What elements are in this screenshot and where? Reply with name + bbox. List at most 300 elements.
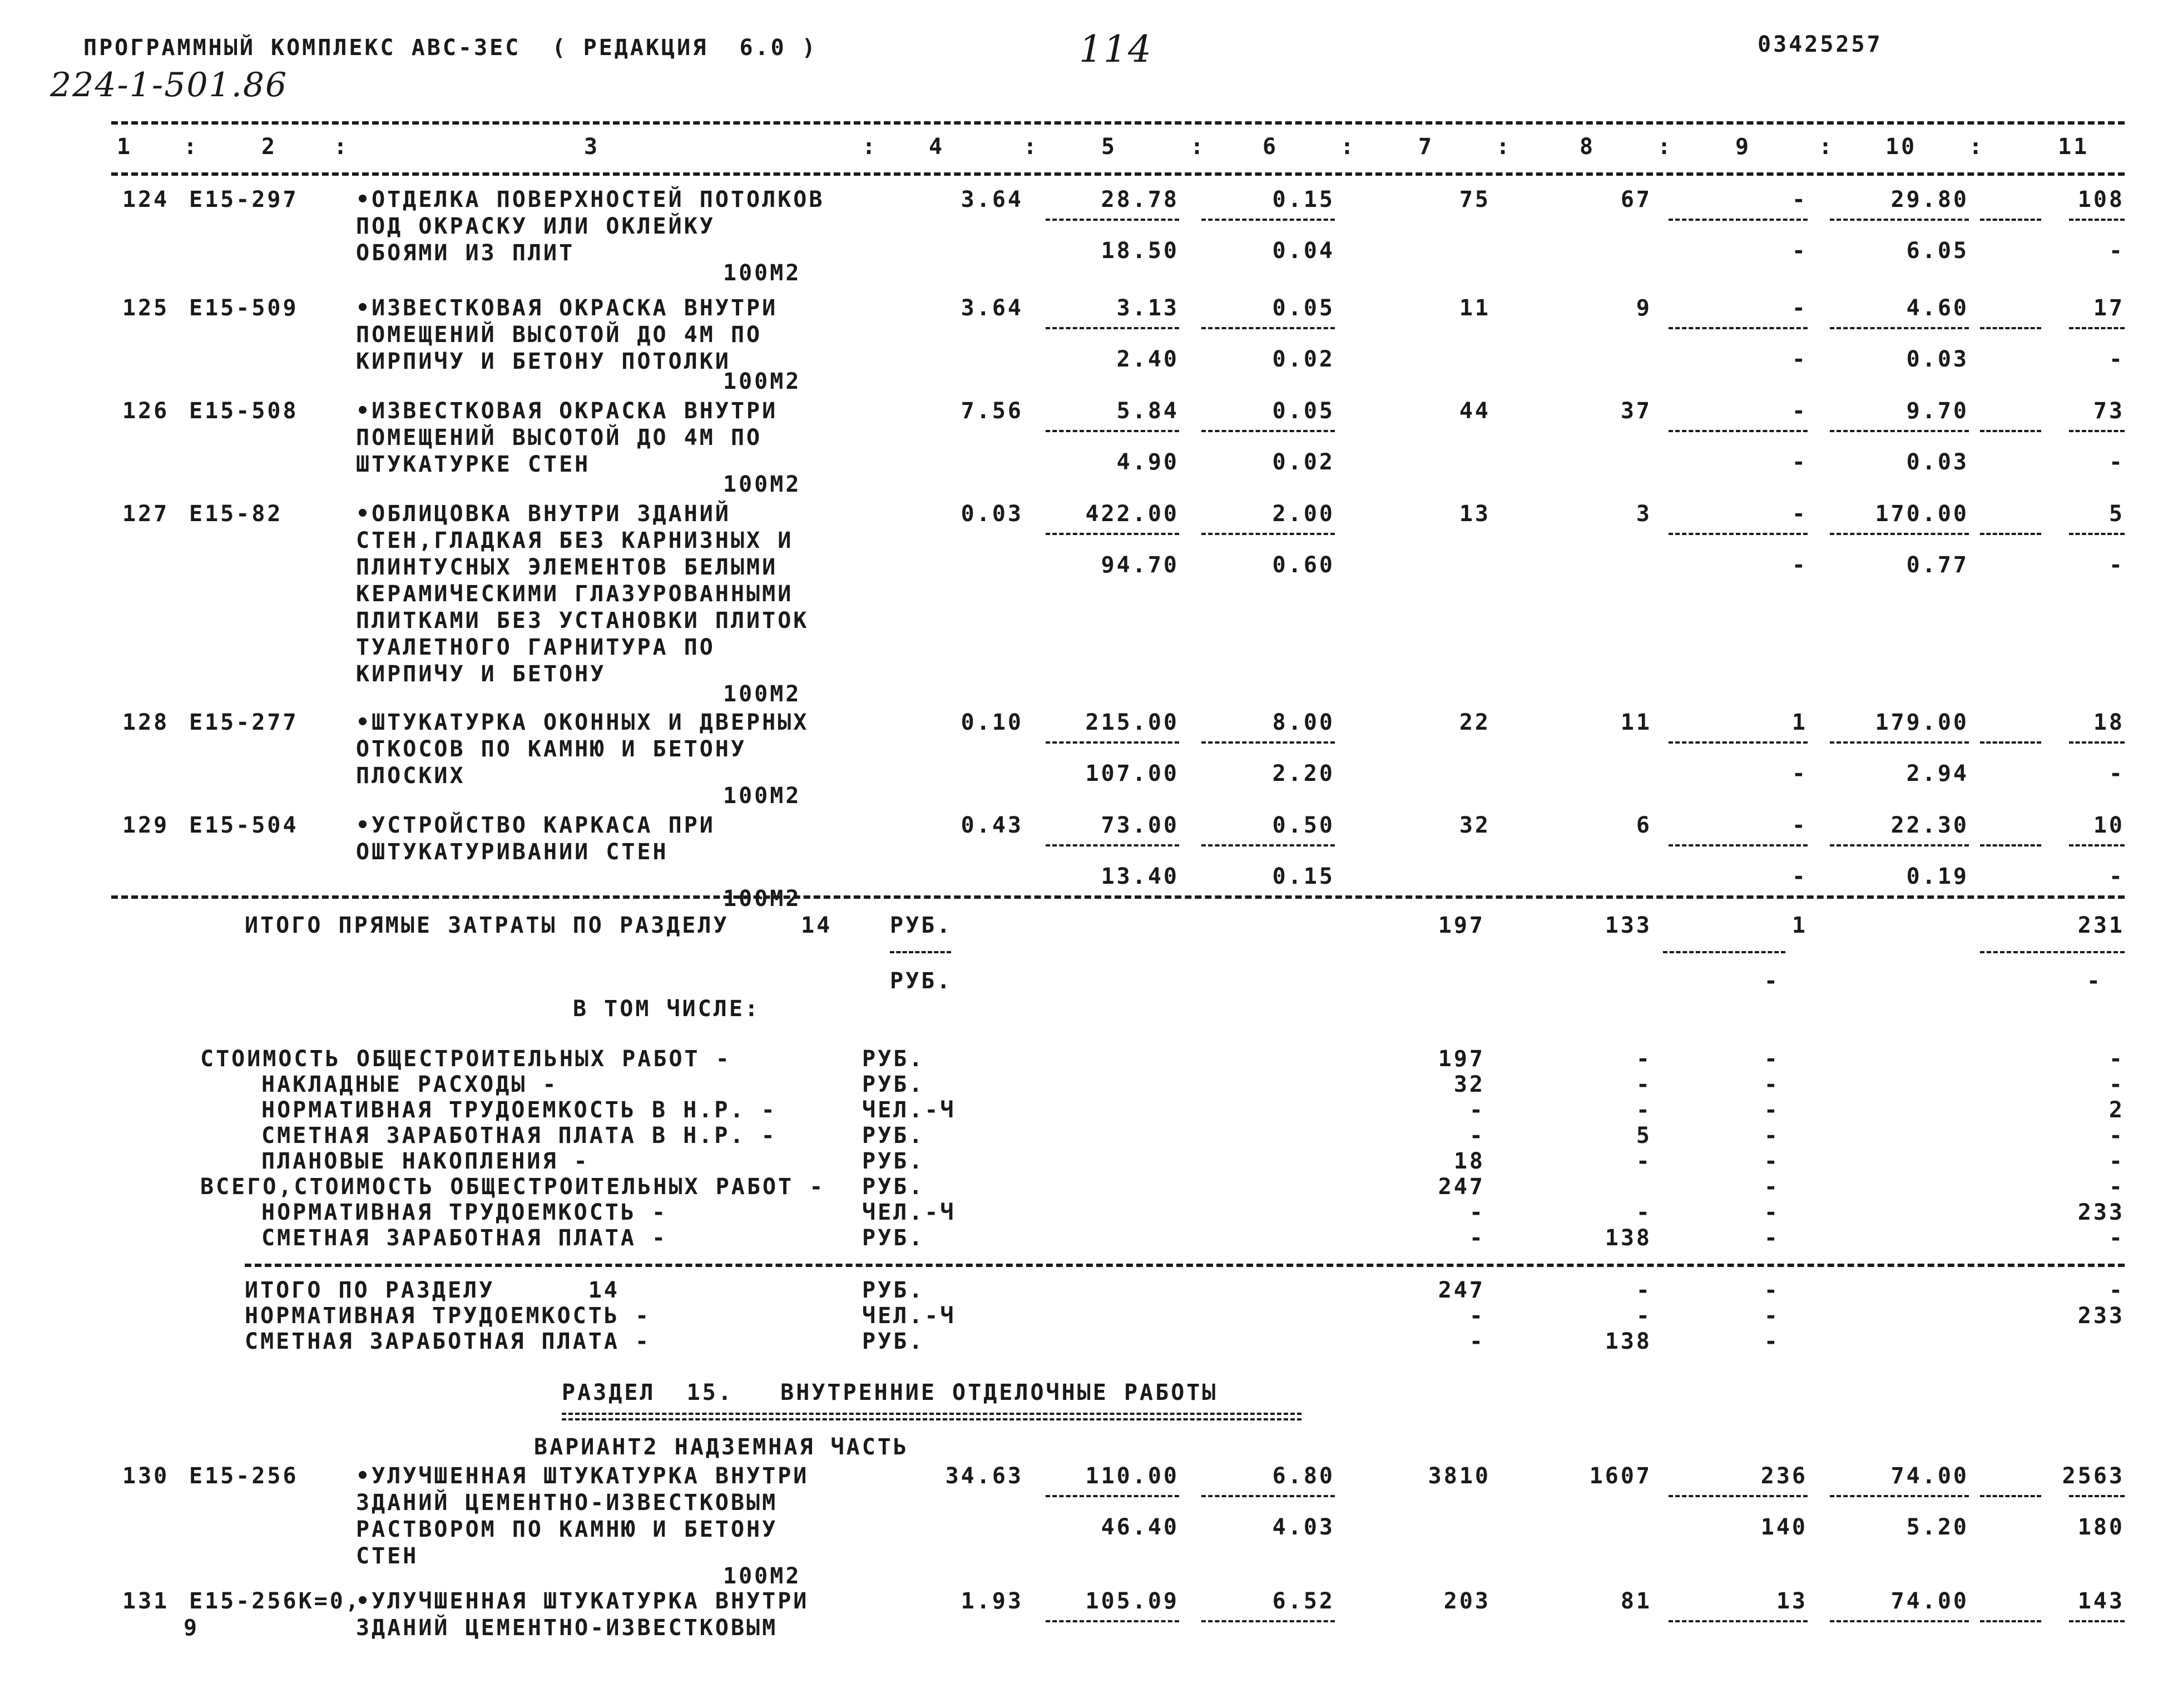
col11b-divider bbox=[2069, 327, 2125, 329]
labor-hours-mech: - bbox=[2108, 552, 2125, 578]
labor-hours: 5 bbox=[2108, 501, 2125, 527]
row-number: 125 bbox=[122, 295, 170, 321]
summary-col7: 32 bbox=[1453, 1072, 1485, 1097]
col11-divider bbox=[1980, 951, 2125, 953]
column-header-4: 4 bbox=[929, 134, 945, 160]
work-description-line: ОБОЯМИ ИЗ ПЛИТ bbox=[356, 240, 575, 266]
materials-wage: 6.05 bbox=[1906, 238, 1969, 264]
summary-unit: ЧЕЛ.-Ч bbox=[862, 1097, 956, 1123]
summary-col7: - bbox=[1469, 1123, 1485, 1148]
col6-divider bbox=[1201, 219, 1335, 221]
including-label: В ТОМ ЧИСЛЕ: bbox=[573, 996, 760, 1022]
col11a-divider bbox=[1980, 1620, 2041, 1622]
summary-col9: - bbox=[1764, 1097, 1780, 1123]
work-description-line: ОШТУКАТУРИВАНИИ СТЕН bbox=[356, 839, 669, 865]
work-description-line: •УСТРОЙСТВО КАРКАСА ПРИ bbox=[356, 813, 715, 838]
column-separator: : bbox=[1496, 134, 1512, 160]
summary-col8: 5 bbox=[1636, 1123, 1652, 1148]
labor-cost: 67 bbox=[1620, 187, 1652, 212]
labor-hours: 108 bbox=[2077, 187, 2125, 212]
measure-unit: 100М2 bbox=[723, 260, 801, 286]
quantity: 3.64 bbox=[961, 187, 1023, 212]
column-header-6: 6 bbox=[1263, 134, 1279, 160]
col11a-divider bbox=[1980, 844, 2041, 846]
summary-col9: - bbox=[1764, 1278, 1780, 1303]
column-header-10: 10 bbox=[1885, 134, 1917, 160]
summary-unit: РУБ. bbox=[862, 1046, 925, 1072]
col9-divider bbox=[1669, 327, 1808, 329]
direct-costs-col9: 1 bbox=[1791, 913, 1808, 938]
column-separator: : bbox=[1023, 134, 1040, 160]
unit-machine-wage: 2.20 bbox=[1272, 761, 1335, 786]
quantity: 7.56 bbox=[961, 398, 1023, 424]
summary-label: ИТОГО ПО РАЗДЕЛУ 14 bbox=[245, 1278, 620, 1303]
total-cost: 3810 bbox=[1428, 1463, 1491, 1489]
summary-col11: - bbox=[2108, 1046, 2125, 1072]
document-code: 03425257 bbox=[1758, 32, 1883, 57]
col5-divider bbox=[1046, 430, 1179, 432]
materials-wage: 0.03 bbox=[1906, 346, 1969, 372]
summary-col8: - bbox=[1636, 1303, 1652, 1329]
summary-col7: - bbox=[1469, 1097, 1485, 1123]
summary-label: ВСЕГО,СТОИМОСТЬ ОБЩЕСТРОИТЕЛЬНЫХ РАБОТ - bbox=[200, 1174, 825, 1200]
col9-divider bbox=[1669, 844, 1808, 846]
col5-divider bbox=[1046, 219, 1179, 221]
unit-wage: 46.40 bbox=[1101, 1514, 1179, 1540]
summary-col11: - bbox=[2108, 1278, 2125, 1303]
col9-divider bbox=[1669, 219, 1808, 221]
work-description-line: КИРПИЧУ И БЕТОНУ bbox=[356, 661, 606, 687]
summary-unit: РУБ. bbox=[862, 1148, 925, 1174]
col11a-divider bbox=[1980, 219, 2041, 221]
col5-divider bbox=[1046, 844, 1179, 846]
unit-wage: 4.90 bbox=[1116, 449, 1179, 475]
summary-col9: - bbox=[1764, 1148, 1780, 1174]
unit-machine-wage: 0.04 bbox=[1272, 238, 1335, 264]
summary-col8: 138 bbox=[1605, 1329, 1652, 1354]
direct-costs-col8: 133 bbox=[1605, 913, 1652, 938]
col6-divider bbox=[1201, 741, 1335, 744]
summary-col9: - bbox=[1764, 1046, 1780, 1072]
measure-unit: 100М2 bbox=[723, 1563, 801, 1589]
labor-hours: 10 bbox=[2093, 813, 2125, 838]
col10-divider bbox=[1830, 844, 1969, 846]
column-header-5: 5 bbox=[1101, 134, 1117, 160]
materials-value: 22.30 bbox=[1890, 813, 1969, 838]
col6-divider bbox=[1201, 327, 1335, 329]
summary-col11: 2 bbox=[2108, 1097, 2125, 1123]
summary-col7: 247 bbox=[1438, 1278, 1485, 1303]
summary-col8: - bbox=[1636, 1097, 1652, 1123]
unit-machine-wage: 0.02 bbox=[1272, 449, 1335, 475]
summary-col7: 247 bbox=[1438, 1174, 1485, 1200]
machine-wage: - bbox=[1791, 864, 1808, 889]
direct-costs-label: ИТОГО ПРЯМЫЕ ЗАТРАТЫ ПО РАЗДЕЛУ bbox=[245, 913, 729, 938]
summary-unit: ЧЕЛ.-Ч bbox=[862, 1303, 956, 1329]
column-header-2: 2 bbox=[261, 134, 278, 160]
column-header-9: 9 bbox=[1735, 134, 1751, 160]
work-description-line: КЕРАМИЧЕСКИМИ ГЛАЗУРОВАННЫМИ bbox=[356, 581, 794, 607]
unit-wage: 18.50 bbox=[1101, 238, 1179, 264]
page-number: 114 bbox=[1079, 28, 1152, 71]
col11a-divider bbox=[1980, 327, 2041, 329]
total-cost: 22 bbox=[1459, 710, 1491, 735]
work-description-line: СТЕН,ГЛАДКАЯ БЕЗ КАРНИЗНЫХ И bbox=[356, 528, 794, 553]
materials-wage: 0.03 bbox=[1906, 449, 1969, 475]
rate-code: Е15-509 bbox=[189, 295, 299, 321]
col11b-divider bbox=[2069, 1620, 2125, 1622]
machine-cost: 1 bbox=[1791, 710, 1808, 735]
col5-divider bbox=[1046, 741, 1179, 744]
unit-cost-machine: 0.15 bbox=[1272, 187, 1335, 212]
unit-wage: 2.40 bbox=[1116, 346, 1179, 372]
quantity: 0.03 bbox=[961, 501, 1023, 527]
work-description-line: ШТУКАТУРКЕ СТЕН bbox=[356, 452, 591, 477]
column-separator: : bbox=[1969, 134, 1985, 160]
machine-cost: 13 bbox=[1776, 1588, 1808, 1614]
col10-divider bbox=[1830, 1620, 1969, 1622]
unit-cost-machine: 0.05 bbox=[1272, 295, 1335, 321]
work-description-line: КИРПИЧУ И БЕТОНУ ПОТОЛКИ bbox=[356, 349, 731, 374]
labor-cost: 37 bbox=[1620, 398, 1652, 424]
unit-wage: 13.40 bbox=[1101, 864, 1179, 889]
summary-label: СМЕТНАЯ ЗАРАБОТНАЯ ПЛАТА - bbox=[261, 1225, 668, 1251]
unit-cost-total: 105.09 bbox=[1085, 1588, 1179, 1614]
work-description-line: •ИЗВЕСТКОВАЯ ОКРАСКА ВНУТРИ bbox=[356, 295, 778, 321]
col10-divider bbox=[1830, 533, 1969, 535]
col10-divider bbox=[1830, 327, 1969, 329]
column-header-8: 8 bbox=[1580, 134, 1596, 160]
summary-col11: - bbox=[2108, 1174, 2125, 1200]
col10-divider bbox=[1830, 1495, 1969, 1497]
labor-hours-mech: - bbox=[2108, 346, 2125, 372]
total-cost: 11 bbox=[1459, 295, 1491, 321]
section-15-title: РАЗДЕЛ 15. ВНУТРЕННИЕ ОТДЕЛОЧНЫЕ РАБОТЫ bbox=[562, 1380, 1218, 1405]
col5-divider bbox=[1046, 533, 1179, 535]
machine-wage: - bbox=[1791, 238, 1808, 264]
summary-col11: - bbox=[2108, 1123, 2125, 1148]
labor-cost: 11 bbox=[1620, 710, 1652, 735]
work-description-line: ПОМЕЩЕНИЙ ВЫСОТОЙ ДО 4М ПО bbox=[356, 425, 763, 450]
work-description-line: •ИЗВЕСТКОВАЯ ОКРАСКА ВНУТРИ bbox=[356, 398, 778, 424]
materials-wage: 0.19 bbox=[1906, 864, 1969, 889]
work-description-line: •ШТУКАТУРКА ОКОННЫХ И ДВЕРНЫХ bbox=[356, 710, 809, 735]
col11b-divider bbox=[2069, 741, 2125, 744]
work-description-line: ОТКОСОВ ПО КАМНЮ И БЕТОНУ bbox=[356, 736, 747, 762]
quantity: 0.10 bbox=[961, 710, 1023, 735]
summary-col9: - bbox=[1764, 1174, 1780, 1200]
rate-code: Е15-504 bbox=[189, 813, 299, 838]
column-separator: : bbox=[1657, 134, 1674, 160]
column-separator: : bbox=[1819, 134, 1835, 160]
column-separator: : bbox=[334, 134, 350, 160]
summary-col11: - bbox=[2108, 1072, 2125, 1097]
column-header-7: 7 bbox=[1418, 134, 1434, 160]
materials-wage: 5.20 bbox=[1906, 1514, 1969, 1540]
rate-code: Е15-256К=0, bbox=[189, 1588, 361, 1614]
handwritten-project-code: 224-1-501.86 bbox=[50, 66, 288, 105]
col9-divider bbox=[1669, 533, 1808, 535]
materials-wage: 2.94 bbox=[1906, 761, 1969, 786]
work-description-line: ПОД ОКРАСКУ ИЛИ ОКЛЕЙКУ bbox=[356, 214, 715, 239]
col5-divider bbox=[1046, 1495, 1179, 1497]
direct-costs-col11: 231 bbox=[2077, 913, 2125, 938]
labor-cost: 81 bbox=[1620, 1588, 1652, 1614]
unit-cost-machine: 6.80 bbox=[1272, 1463, 1335, 1489]
summary-col8: - bbox=[1636, 1072, 1652, 1097]
col11b-divider bbox=[2069, 219, 2125, 221]
machine-cost: - bbox=[1791, 295, 1808, 321]
quantity: 34.63 bbox=[945, 1463, 1023, 1489]
summary-col8: - bbox=[1636, 1278, 1652, 1303]
summary-col9: - bbox=[1764, 1303, 1780, 1329]
materials-value: 179.00 bbox=[1875, 710, 1969, 735]
unit-cost-machine: 8.00 bbox=[1272, 710, 1335, 735]
labor-hours: 2563 bbox=[2062, 1463, 2125, 1489]
col6-divider bbox=[1201, 533, 1335, 535]
summary-col11: - bbox=[2108, 1148, 2125, 1174]
measure-unit: 100М2 bbox=[723, 369, 801, 394]
rate-code: Е15-508 bbox=[189, 398, 299, 424]
col11b-divider bbox=[2069, 1495, 2125, 1497]
summary-col9: - bbox=[1764, 1072, 1780, 1097]
section-title-underline bbox=[562, 1413, 1301, 1420]
column-separator: : bbox=[184, 134, 200, 160]
row-number: 128 bbox=[122, 710, 170, 735]
col9-divider bbox=[1669, 741, 1808, 744]
col11b-divider bbox=[2069, 430, 2125, 432]
unit-cost-machine: 2.00 bbox=[1272, 501, 1335, 527]
col5-divider bbox=[1046, 1620, 1179, 1622]
col6-divider bbox=[1201, 430, 1335, 432]
work-description-line: •УЛУЧШЕННАЯ ШТУКАТУРКА ВНУТРИ bbox=[356, 1588, 809, 1614]
summary-label: НОРМАТИВНАЯ ТРУДОЕМКОСТЬ В Н.Р. - bbox=[261, 1097, 777, 1123]
total-cost: 203 bbox=[1443, 1588, 1491, 1614]
column-header-3: 3 bbox=[584, 134, 600, 160]
summary-unit: РУБ. bbox=[862, 1072, 925, 1097]
machine-cost: 236 bbox=[1760, 1463, 1808, 1489]
rate-code: Е15-82 bbox=[189, 501, 283, 527]
total-cost: 75 bbox=[1459, 187, 1491, 212]
labor-cost: 1607 bbox=[1589, 1463, 1652, 1489]
labor-hours-mech: - bbox=[2108, 761, 2125, 786]
direct-costs-unit-2: РУБ. bbox=[890, 968, 953, 994]
direct-costs-unit: РУБ. bbox=[890, 913, 953, 938]
summary-label: НАКЛАДНЫЕ РАСХОДЫ - bbox=[261, 1072, 558, 1097]
header-bottom-rule bbox=[111, 172, 2125, 176]
summary-col9: - bbox=[1764, 1225, 1780, 1251]
col6-divider bbox=[1201, 1495, 1335, 1497]
labor-hours-mech: - bbox=[2108, 238, 2125, 264]
summary-col8: 138 bbox=[1605, 1225, 1652, 1251]
work-description-line: ПЛИНТУСНЫХ ЭЛЕМЕНТОВ БЕЛЫМИ bbox=[356, 555, 778, 580]
header-top-rule bbox=[111, 121, 2125, 125]
direct-costs-section: 14 bbox=[801, 913, 833, 938]
machine-wage: 140 bbox=[1760, 1514, 1808, 1540]
summary-col9: - bbox=[1764, 1200, 1780, 1225]
unit-cost-total: 73.00 bbox=[1101, 813, 1179, 838]
labor-hours: 73 bbox=[2093, 398, 2125, 424]
materials-value: 170.00 bbox=[1875, 501, 1969, 527]
unit-cost-total: 422.00 bbox=[1085, 501, 1179, 527]
summary-unit: ЧЕЛ.-Ч bbox=[862, 1200, 956, 1225]
work-description-line: ЗДАНИЙ ЦЕМЕНТНО-ИЗВЕСТКОВЫМ bbox=[356, 1615, 778, 1641]
unit-wage: 107.00 bbox=[1085, 761, 1179, 786]
summary-unit: РУБ. bbox=[862, 1278, 925, 1303]
rate-code: Е15-256 bbox=[189, 1463, 299, 1489]
col11a-divider bbox=[1980, 430, 2041, 432]
machine-wage: - bbox=[1791, 346, 1808, 372]
unit-cost-total: 215.00 bbox=[1085, 710, 1179, 735]
machine-cost: - bbox=[1791, 813, 1808, 838]
col10-divider bbox=[1830, 219, 1969, 221]
summary-label: СТОИМОСТЬ ОБЩЕСТРОИТЕЛЬНЫХ РАБОТ - bbox=[200, 1046, 731, 1072]
col11b-divider bbox=[2069, 533, 2125, 535]
work-description-line: •ОБЛИЦОВКА ВНУТРИ ЗДАНИЙ bbox=[356, 501, 731, 527]
row-number: 129 bbox=[122, 813, 170, 838]
unit-cost-machine: 0.50 bbox=[1272, 813, 1335, 838]
labor-hours-mech: - bbox=[2108, 864, 2125, 889]
measure-unit: 100М2 bbox=[723, 472, 801, 497]
col6-divider bbox=[1201, 1620, 1335, 1622]
labor-cost: 3 bbox=[1636, 501, 1652, 527]
machine-cost: - bbox=[1791, 187, 1808, 212]
summary-col7: - bbox=[1469, 1303, 1485, 1329]
labor-hours: 143 bbox=[2077, 1588, 2125, 1614]
column-separator: : bbox=[862, 134, 878, 160]
summary-unit: РУБ. bbox=[862, 1225, 925, 1251]
materials-value: 4.60 bbox=[1906, 295, 1969, 321]
total-cost: 44 bbox=[1459, 398, 1491, 424]
summary-label: СМЕТНАЯ ЗАРАБОТНАЯ ПЛАТА - bbox=[245, 1329, 651, 1354]
unit-machine-wage: 0.02 bbox=[1272, 346, 1335, 372]
summary-col11: 233 bbox=[2077, 1200, 2125, 1225]
machine-wage: - bbox=[1791, 761, 1808, 786]
summary-col7: 18 bbox=[1453, 1148, 1485, 1174]
labor-hours-mech: 180 bbox=[2077, 1514, 2125, 1540]
summary-unit: РУБ. bbox=[862, 1123, 925, 1148]
row-number: 124 bbox=[122, 187, 170, 212]
summary-col11: 233 bbox=[2077, 1303, 2125, 1329]
summary-col7: - bbox=[1469, 1225, 1485, 1251]
rate-code: Е15-297 bbox=[189, 187, 299, 212]
column-header-1: 1 bbox=[117, 134, 133, 160]
measure-unit: 100М2 bbox=[723, 681, 801, 707]
measure-unit: 100М2 bbox=[723, 886, 801, 912]
work-description-line: СТЕН bbox=[356, 1543, 419, 1569]
summary-label: СМЕТНАЯ ЗАРАБОТНАЯ ПЛАТА В Н.Р. - bbox=[261, 1123, 777, 1148]
materials-wage: 0.77 bbox=[1906, 552, 1969, 578]
col10-divider bbox=[1830, 430, 1969, 432]
col9-divider bbox=[1663, 951, 1785, 953]
labor-cost: 6 bbox=[1636, 813, 1652, 838]
unit-cost-total: 3.13 bbox=[1116, 295, 1179, 321]
summary-col7: 197 bbox=[1438, 1046, 1485, 1072]
work-description-line: •ОТДЕЛКА ПОВЕРХНОСТЕЙ ПОТОЛКОВ bbox=[356, 187, 825, 212]
work-description-line: ПЛИТКАМИ БЕЗ УСТАНОВКИ ПЛИТОК bbox=[356, 608, 809, 633]
quantity: 3.64 bbox=[961, 295, 1023, 321]
col10-divider bbox=[1830, 741, 1969, 744]
totals-top-rule bbox=[111, 895, 2125, 899]
summary-col7: - bbox=[1469, 1200, 1485, 1225]
col9-divider bbox=[1669, 1620, 1808, 1622]
section-total-rule bbox=[245, 1264, 2125, 1267]
summary-col7: - bbox=[1469, 1329, 1485, 1354]
unit-cost-machine: 0.05 bbox=[1272, 398, 1335, 424]
col9-divider bbox=[1669, 1495, 1808, 1497]
labor-hours: 18 bbox=[2093, 710, 2125, 735]
col11a-divider bbox=[1980, 533, 2041, 535]
quantity: 0.43 bbox=[961, 813, 1023, 838]
col11a-divider bbox=[1980, 741, 2041, 744]
unit-machine-wage: 4.03 bbox=[1272, 1514, 1335, 1540]
machine-cost: - bbox=[1791, 501, 1808, 527]
col5-divider bbox=[1046, 327, 1179, 329]
total-cost: 13 bbox=[1459, 501, 1491, 527]
column-separator: : bbox=[1340, 134, 1357, 160]
rate-code-continuation: 9 bbox=[184, 1615, 200, 1641]
col6-divider bbox=[1201, 844, 1335, 846]
total-cost: 32 bbox=[1459, 813, 1491, 838]
work-description-line: РАСТВОРОМ ПО КАМНЮ И БЕТОНУ bbox=[356, 1517, 778, 1542]
row-number: 126 bbox=[122, 398, 170, 424]
labor-hours-mech: - bbox=[2108, 449, 2125, 475]
measure-unit: 100М2 bbox=[723, 783, 801, 809]
quantity: 1.93 bbox=[961, 1588, 1023, 1614]
work-description-line: ПЛОСКИХ bbox=[356, 763, 466, 789]
summary-label: НОРМАТИВНАЯ ТРУДОЕМКОСТЬ - bbox=[261, 1200, 668, 1225]
col11a-divider bbox=[1980, 1495, 2041, 1497]
materials-value: 9.70 bbox=[1906, 398, 1969, 424]
summary-col9: - bbox=[1764, 1329, 1780, 1354]
work-description-line: ПОМЕЩЕНИЙ ВЫСОТОЙ ДО 4М ПО bbox=[356, 322, 763, 348]
unit-cost-total: 28.78 bbox=[1101, 187, 1179, 212]
unit-cost-machine: 6.52 bbox=[1272, 1588, 1335, 1614]
work-description-line: ТУАЛЕТНОГО ГАРНИТУРА ПО bbox=[356, 635, 715, 660]
work-description-line: ЗДАНИЙ ЦЕМЕНТНО-ИЗВЕСТКОВЫМ bbox=[356, 1490, 778, 1516]
col11b-divider bbox=[2069, 844, 2125, 846]
summary-col11: - bbox=[2108, 1225, 2125, 1251]
machine-cost: - bbox=[1791, 398, 1808, 424]
summary-unit: РУБ. bbox=[862, 1174, 925, 1200]
col9-divider bbox=[1669, 430, 1808, 432]
machine-wage: - bbox=[1791, 552, 1808, 578]
unit-wage: 94.70 bbox=[1101, 552, 1179, 578]
unit-divider bbox=[890, 951, 951, 953]
summary-col9: - bbox=[1764, 1123, 1780, 1148]
unit-machine-wage: 0.15 bbox=[1272, 864, 1335, 889]
materials-value: 74.00 bbox=[1890, 1463, 1969, 1489]
summary-col8: - bbox=[1636, 1148, 1652, 1174]
row-number: 131 bbox=[122, 1588, 170, 1614]
work-description-line: •УЛУЧШЕННАЯ ШТУКАТУРКА ВНУТРИ bbox=[356, 1463, 809, 1489]
labor-cost: 9 bbox=[1636, 295, 1652, 321]
labor-hours: 17 bbox=[2093, 295, 2125, 321]
summary-unit: РУБ. bbox=[862, 1329, 925, 1354]
column-header-11: 11 bbox=[2058, 134, 2090, 160]
section-15-variant: ВАРИАНТ2 НАДЗЕМНАЯ ЧАСТЬ bbox=[534, 1434, 909, 1460]
direct-costs-col9b: - bbox=[1764, 968, 1780, 994]
materials-value: 74.00 bbox=[1890, 1588, 1969, 1614]
row-number: 130 bbox=[122, 1463, 170, 1489]
direct-costs-col7: 197 bbox=[1438, 913, 1485, 938]
column-separator: : bbox=[1190, 134, 1206, 160]
direct-costs-col11b: - bbox=[2086, 968, 2102, 994]
row-number: 127 bbox=[122, 501, 170, 527]
summary-col8: - bbox=[1636, 1200, 1652, 1225]
rate-code: Е15-277 bbox=[189, 710, 299, 735]
summary-label: ПЛАНОВЫЕ НАКОПЛЕНИЯ - bbox=[261, 1148, 590, 1174]
